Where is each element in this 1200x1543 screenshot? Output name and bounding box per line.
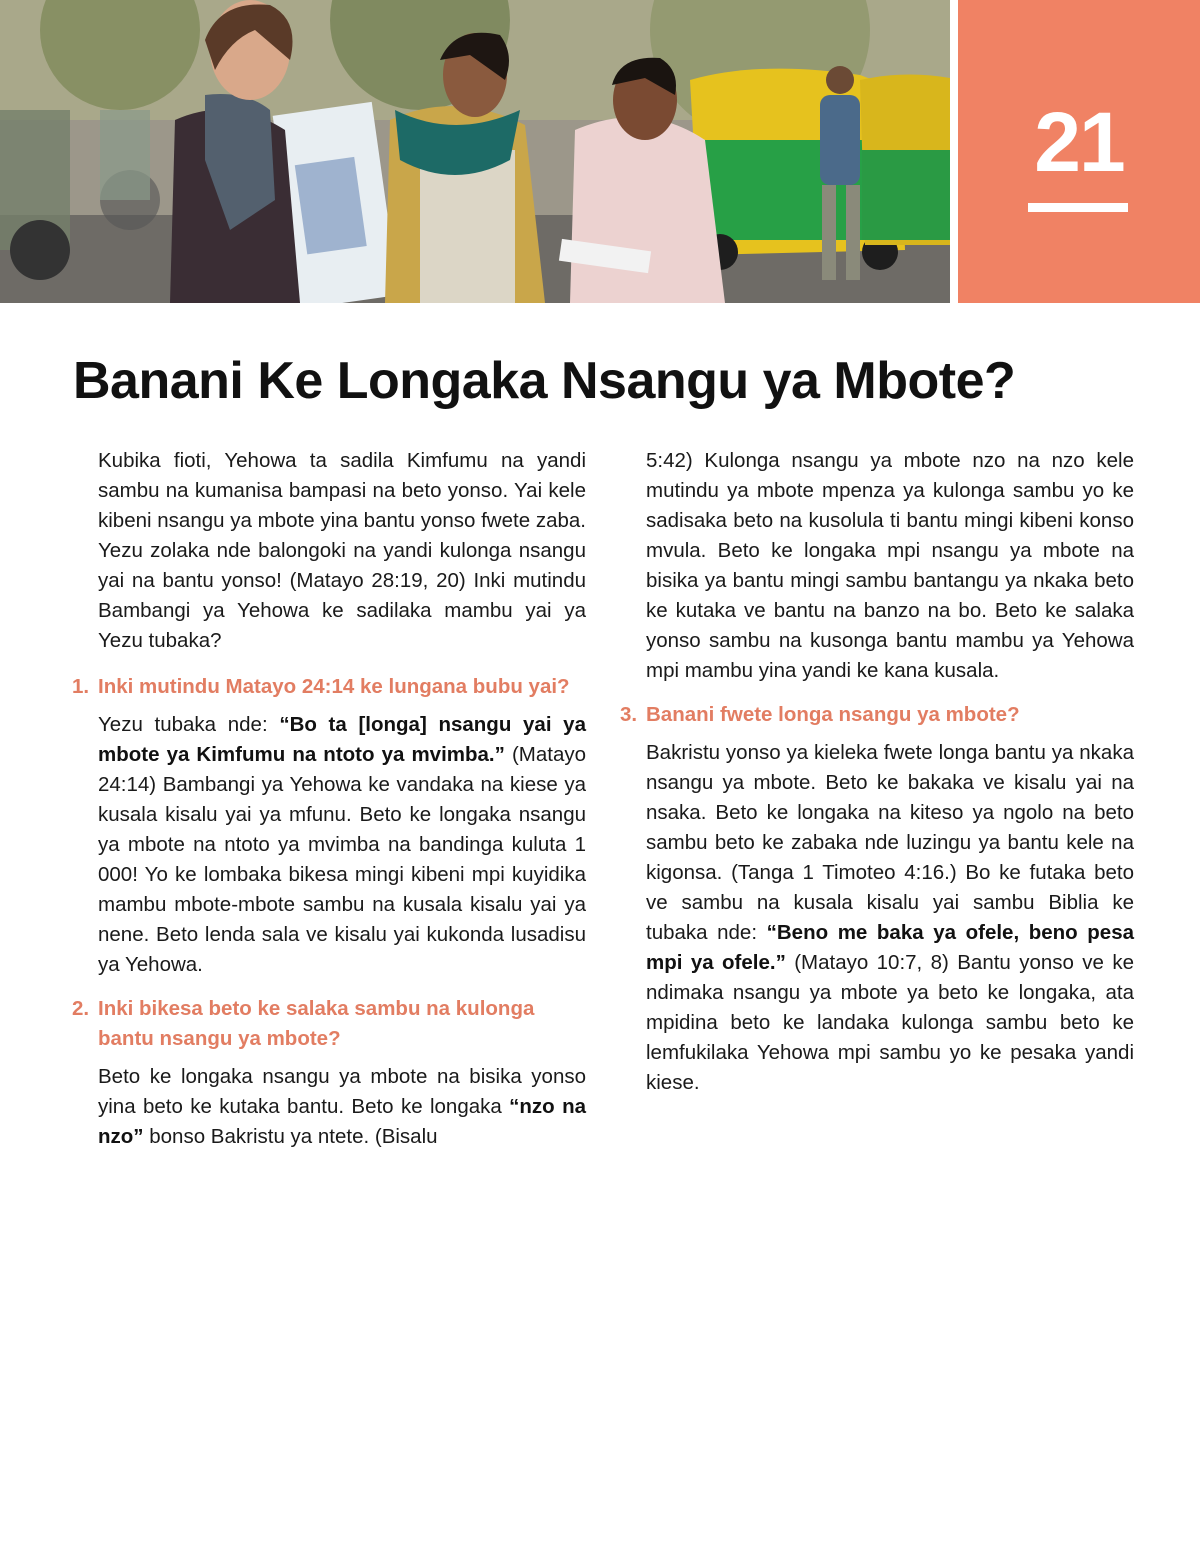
answer-2-text-b: bonso Bakristu ya ntete. (Bisalu — [143, 1125, 438, 1148]
answer-3-quote: “Beno me baka ya ofele, beno pesa mpi ya ofele.” — [646, 921, 1134, 974]
answer-1-quote: “Bo ta [longa] nsangu yai ya mbote ya Kimfumu na ntoto ya mvimba.” — [98, 713, 586, 766]
chapter-badge — [958, 0, 1200, 303]
answer-3-paragraph — [646, 738, 1134, 1098]
answer-3-text-b: (Matayo 10:7, 8) Bantu yonso ve ke ndimaka nsangu ya mbote ya beto ke longaka, ata mpidina beto ke landaka kulonga sambu beto ke lemfukilaka Yehowa mpi sambu yo ke pesaka yandi kiese. — [646, 951, 1134, 1094]
answer-2-continued: 5:42) Kulonga nsangu ya mbote nzo na nzo kele mutindu ya mbote mpenza ya kulonga sambu yo ke sadisaka beto na kusolula ti bantu mingi kibeni konso mvula. Beto ke longaka mpi nsangu ya mbote na bisika ya bantu mingi sambu bantangu ya nkaka beto ke kutaka ve bantu na banzo na bo. Beto ke salaka yonso sambu na kusonga bantu mambu ya Yehowa mpi mambu yina yandi ke kana kusala. — [646, 449, 1134, 682]
answer-1-text-a: Yezu tubaka nde: — [98, 713, 280, 736]
question-1-number: 1. — [72, 675, 90, 698]
question-3-text: Banani fwete longa nsangu ya mbote? — [646, 703, 1020, 726]
chapter-underline — [1028, 203, 1128, 212]
header-photo — [0, 0, 950, 303]
chapter-number: 21 — [1034, 95, 1124, 189]
answer-2-quote: “nzo na nzo” — [98, 1095, 586, 1148]
right-column — [620, 446, 1134, 1112]
question-2-text: Inki bikesa beto ke salaka sambu na kulonga bantu nsangu ya mbote? — [98, 997, 535, 1050]
left-column — [72, 446, 587, 1166]
answer-1-paragraph — [98, 710, 586, 980]
answer-3-text-a: Bakristu yonso ya kieleka fwete longa bantu ya nkaka nsangu ya mbote. Beto ke bakaka ve kisalu yai na nsaka. Beto ke longaka na kiteso ya ngolo na beto sambu beto ke zabaka nde luzingu ya bantu kele na kigonsa. (Tanga 1 Timoteo 4:16.) Bo ke futaka beto ve sambu na kusala kisalu yai sambu Biblia ke tubaka nde: — [646, 741, 1134, 944]
page-title: Banani Ke Longaka Nsangu ya Mbote? — [73, 352, 1016, 410]
question-2-number: 2. — [72, 997, 90, 1020]
answer-1-text-b: (Matayo 24:14) Bambangi ya Yehowa ke vandaka na kiese ya kusala kisalu yai ya mfunu. Beto ke longaka nsangu ya mbote na ntoto ya mvimba na bandinga kuluta 1 000! Yo ke lombaka bikesa mingi kibeni mpi kuyidika mambu mbote-mbote sambu na kusala kisalu yai ya nene. Beto lenda sala ve kisalu yai kukonda lusadisu ya Yehowa. — [98, 743, 587, 976]
question-3 — [620, 700, 1134, 730]
intro-paragraph: Kubika fioti, Yehowa ta sadila Kimfumu na yandi sambu na kumanisa bampasi na beto yonso. Yai kele kibeni nsangu ya mbote yina bantu yonso fwete zaba. Yezu zolaka nde balongoki na yandi kulonga nsangu yai na bantu yonso! (Matayo 28:19, 20) Inki mutindu Bambangi ya Yehowa ke sadilaka mambu yai ya Yezu tubaka? — [98, 449, 586, 652]
question-1 — [72, 672, 586, 702]
street-scene-illustration — [0, 0, 950, 303]
question-1-text: Inki mutindu Matayo 24:14 ke lungana bubu yai? — [98, 675, 570, 698]
question-2 — [72, 994, 586, 1054]
answer-2-text-a: Beto ke longaka nsangu ya mbote na bisika yonso yina beto ke kutaka bantu. Beto ke longaka — [98, 1065, 586, 1118]
question-3-number: 3. — [620, 703, 638, 726]
answer-2-paragraph — [98, 1062, 586, 1152]
